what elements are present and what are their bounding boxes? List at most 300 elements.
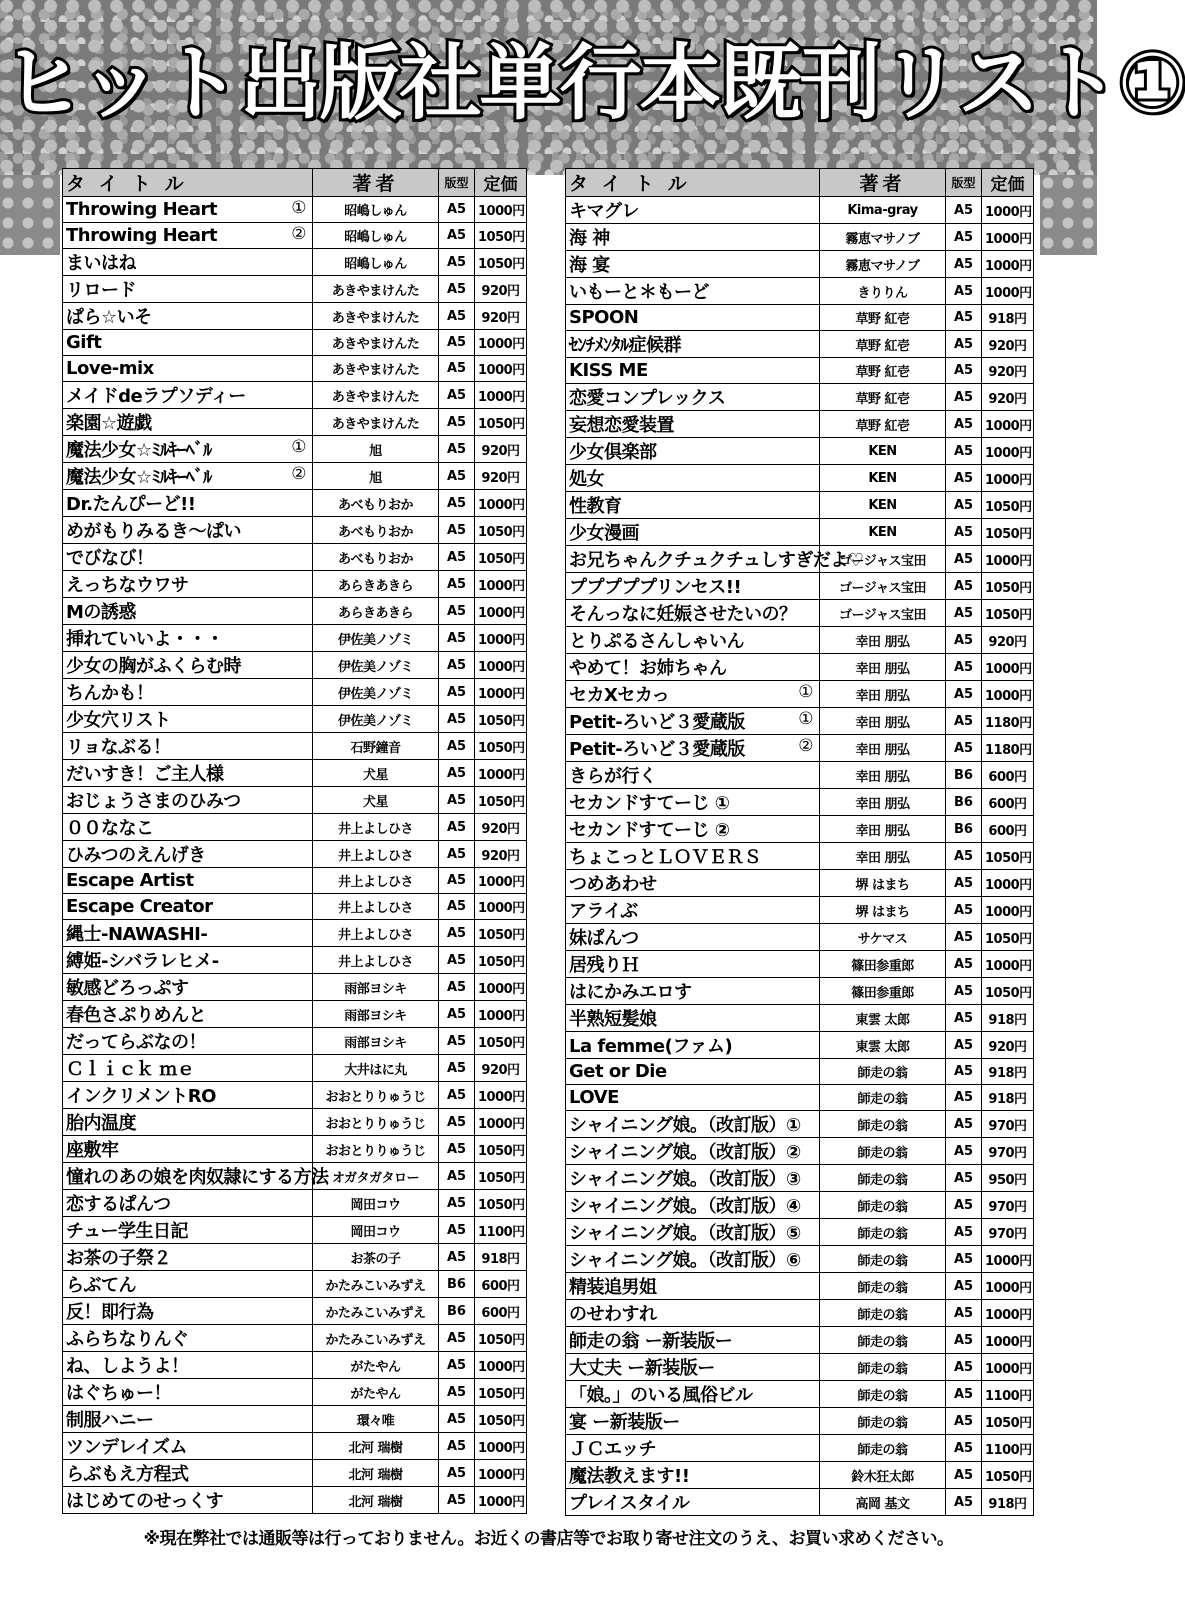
author-cell: 旭 bbox=[313, 436, 439, 463]
price-cell: 1000円 bbox=[475, 490, 527, 517]
book-title-cell bbox=[566, 627, 820, 654]
book-title-cell bbox=[63, 490, 313, 517]
book-title-cell bbox=[63, 625, 313, 652]
format-cell: B6 bbox=[946, 762, 982, 789]
format-cell: A5 bbox=[946, 1462, 982, 1489]
price-cell: 1050円 bbox=[475, 249, 527, 276]
format-cell: A5 bbox=[439, 1136, 475, 1163]
book-title: 恋するぱんつ bbox=[66, 1194, 171, 1215]
book-title-cell bbox=[63, 276, 313, 303]
price-cell: 1050円 bbox=[982, 843, 1034, 870]
author-cell: 師走の翁 bbox=[820, 1138, 946, 1165]
table-row bbox=[566, 708, 1034, 735]
book-title: シャイニング娘。（改訂版）⑥ bbox=[569, 1250, 801, 1271]
format-cell: A5 bbox=[439, 409, 475, 436]
price-cell: 1000円 bbox=[475, 1487, 527, 1514]
price-cell: 1000円 bbox=[982, 1300, 1034, 1327]
book-title: インクリメントRO bbox=[66, 1086, 216, 1107]
book-title-cell bbox=[566, 1327, 820, 1354]
book-title: Love-mix bbox=[66, 358, 154, 379]
price-cell: 1000円 bbox=[475, 382, 527, 409]
price-cell: 1100円 bbox=[982, 1381, 1034, 1408]
format-cell: A5 bbox=[946, 897, 982, 924]
format-cell: A5 bbox=[946, 1408, 982, 1435]
table-row bbox=[63, 197, 527, 223]
price-cell: 600円 bbox=[475, 1298, 527, 1325]
price-cell: 1050円 bbox=[982, 978, 1034, 1005]
book-title: ツンデレイズム bbox=[66, 1437, 188, 1458]
table-row bbox=[566, 465, 1034, 492]
price-cell: 1100円 bbox=[475, 1217, 527, 1244]
book-title-cell bbox=[63, 1055, 313, 1082]
book-title-cell bbox=[566, 735, 820, 762]
author-cell: あべもりおか bbox=[313, 544, 439, 571]
author-cell: 幸田 朋弘 bbox=[820, 627, 946, 654]
format-cell: A5 bbox=[946, 519, 982, 546]
book-title-cell bbox=[63, 1406, 313, 1433]
book-title-cell bbox=[63, 409, 313, 436]
book-title: 楽園☆遊戯 bbox=[66, 413, 152, 434]
price-cell: 600円 bbox=[982, 816, 1034, 843]
table-row bbox=[63, 356, 527, 382]
format-cell: A5 bbox=[946, 197, 982, 224]
table-row bbox=[566, 735, 1034, 762]
book-title: アライぶ bbox=[569, 901, 638, 922]
author-cell: 伊佐美ノゾミ bbox=[313, 706, 439, 733]
author-cell: 井上よしひさ bbox=[313, 814, 439, 841]
format-cell: A5 bbox=[439, 303, 475, 330]
author-cell: 霧恵マサノブ bbox=[820, 251, 946, 278]
price-cell: 920円 bbox=[475, 303, 527, 330]
book-title: ぱら☆いそ bbox=[66, 307, 152, 328]
book-title: 座敷牢 bbox=[66, 1140, 119, 1161]
format-cell: A5 bbox=[946, 331, 982, 358]
table-row bbox=[566, 816, 1034, 843]
book-title: リョなぶる！ bbox=[66, 737, 171, 758]
author-cell: おおとりりゅうじ bbox=[313, 1109, 439, 1136]
book-title-cell bbox=[566, 546, 864, 573]
book-title-cell bbox=[566, 1381, 820, 1408]
table-row bbox=[63, 1136, 527, 1163]
table-row bbox=[63, 517, 527, 544]
book-title: 少女漫画 bbox=[569, 523, 639, 544]
book-title: ちんかも！ bbox=[66, 683, 154, 704]
price-cell: 1050円 bbox=[475, 409, 527, 436]
format-cell: A5 bbox=[439, 571, 475, 598]
price-cell: 1000円 bbox=[475, 1109, 527, 1136]
table-row bbox=[566, 654, 1034, 681]
book-title: おじょうさまのひみつ bbox=[66, 791, 241, 812]
author-cell: 犬星 bbox=[313, 787, 439, 814]
book-title-cell bbox=[63, 947, 313, 974]
format-cell: A5 bbox=[439, 974, 475, 1001]
book-title-cell bbox=[63, 1487, 313, 1514]
format-cell: A5 bbox=[439, 330, 475, 356]
table-row bbox=[566, 1138, 1034, 1165]
author-cell: 幸田 朋弘 bbox=[820, 654, 946, 681]
price-cell: 1000円 bbox=[475, 974, 527, 1001]
author-cell: 鈴木狂太郎 bbox=[820, 1462, 946, 1489]
format-cell: A5 bbox=[946, 654, 982, 681]
format-cell: A5 bbox=[946, 1165, 982, 1192]
format-cell: A5 bbox=[439, 868, 475, 894]
price-cell: 1050円 bbox=[475, 706, 527, 733]
format-cell: A5 bbox=[946, 627, 982, 654]
table-row bbox=[566, 546, 1034, 573]
table-row bbox=[566, 384, 1034, 411]
book-title: シャイニング娘。（改訂版）④ bbox=[569, 1196, 801, 1217]
table-row bbox=[566, 978, 1034, 1005]
format-cell: A5 bbox=[946, 708, 982, 735]
table-row bbox=[566, 305, 1034, 331]
book-title-cell bbox=[63, 1028, 313, 1055]
author-cell: 高岡 基文 bbox=[820, 1489, 946, 1516]
book-title: そんっなに妊娠させたいの？ bbox=[569, 604, 797, 625]
format-cell: A5 bbox=[946, 492, 982, 519]
format-cell: A5 bbox=[439, 1190, 475, 1217]
price-cell: 1000円 bbox=[982, 654, 1034, 681]
table-row bbox=[566, 1273, 1034, 1300]
table-row bbox=[63, 947, 527, 974]
author-cell: 師走の翁 bbox=[820, 1219, 946, 1246]
price-cell: 1000円 bbox=[982, 1354, 1034, 1381]
author-cell: あきやまけんた bbox=[313, 276, 439, 303]
author-cell: 犬星 bbox=[313, 760, 439, 787]
table-row bbox=[63, 1406, 527, 1433]
table-row bbox=[63, 1028, 527, 1055]
format-cell: A5 bbox=[439, 598, 475, 625]
author-cell: がたやん bbox=[313, 1379, 439, 1406]
author-cell: 師走の翁 bbox=[820, 1354, 946, 1381]
format-cell: A5 bbox=[946, 681, 982, 708]
table-row bbox=[63, 625, 527, 652]
format-cell: A5 bbox=[946, 1138, 982, 1165]
book-title-cell bbox=[566, 1165, 820, 1192]
price-cell: 1050円 bbox=[475, 1163, 527, 1190]
table-row bbox=[63, 760, 527, 787]
format-cell: A5 bbox=[946, 438, 982, 465]
table-row bbox=[63, 920, 527, 947]
format-cell: A5 bbox=[439, 1433, 475, 1460]
book-title: 妄想恋愛装置 bbox=[569, 415, 674, 436]
book-title-cell bbox=[566, 1408, 820, 1435]
column-header-title: タイトル bbox=[566, 169, 820, 197]
author-cell: 環々唯 bbox=[313, 1406, 439, 1433]
book-title-cell bbox=[566, 1435, 820, 1462]
book-title: Ｃｌｉｃｋ ｍｅ bbox=[66, 1059, 195, 1080]
format-cell: A5 bbox=[946, 1489, 982, 1516]
format-cell: A5 bbox=[439, 652, 475, 679]
book-title-cell bbox=[63, 1298, 313, 1325]
volume-number: ② bbox=[291, 224, 306, 244]
format-cell: B6 bbox=[946, 789, 982, 816]
book-title: まいはね bbox=[66, 253, 136, 274]
book-title-cell bbox=[566, 331, 820, 358]
table-row bbox=[63, 1082, 527, 1109]
table-row bbox=[63, 1271, 527, 1298]
author-cell: あきやまけんた bbox=[313, 330, 439, 356]
author-cell: 昭嶋しゅん bbox=[313, 197, 439, 223]
book-title-cell bbox=[63, 544, 313, 571]
price-cell: 1000円 bbox=[982, 224, 1034, 251]
table-row bbox=[566, 278, 1034, 305]
price-cell: 1000円 bbox=[475, 197, 527, 223]
author-cell: 井上よしひさ bbox=[313, 841, 439, 868]
book-title-cell bbox=[566, 870, 820, 897]
price-cell: 1000円 bbox=[982, 465, 1034, 492]
book-title: 師走の翁 ー新装版ー bbox=[569, 1331, 733, 1352]
author-cell: 北河 瑞樹 bbox=[313, 1487, 439, 1514]
price-cell: 1000円 bbox=[982, 546, 1034, 573]
price-cell: 1050円 bbox=[982, 600, 1034, 627]
book-title-cell bbox=[566, 573, 820, 600]
price-cell: 1050円 bbox=[982, 1408, 1034, 1435]
book-title-cell bbox=[63, 894, 313, 920]
book-title-cell bbox=[63, 787, 313, 814]
price-cell: 918円 bbox=[982, 305, 1034, 331]
book-title-cell bbox=[63, 652, 313, 679]
book-title-cell bbox=[63, 1379, 313, 1406]
format-cell: B6 bbox=[439, 1298, 475, 1325]
author-cell: 井上よしひさ bbox=[313, 947, 439, 974]
author-cell: 師走の翁 bbox=[820, 1111, 946, 1138]
price-cell: 600円 bbox=[982, 762, 1034, 789]
author-cell: あべもりおか bbox=[313, 490, 439, 517]
table-row bbox=[566, 1085, 1034, 1111]
price-cell: 920円 bbox=[982, 358, 1034, 384]
table-row bbox=[566, 1246, 1034, 1273]
book-title-cell bbox=[566, 224, 820, 251]
price-cell: 1000円 bbox=[475, 760, 527, 787]
book-title: Get or Die bbox=[569, 1061, 667, 1082]
table-row bbox=[63, 1217, 527, 1244]
format-cell: A5 bbox=[946, 1192, 982, 1219]
table-row bbox=[63, 1325, 527, 1352]
format-cell: A5 bbox=[439, 197, 475, 223]
format-cell: A5 bbox=[439, 1244, 475, 1271]
book-title: Mの誘惑 bbox=[66, 602, 136, 623]
book-title-cell bbox=[566, 1462, 820, 1489]
table-row bbox=[63, 814, 527, 841]
format-cell: A5 bbox=[946, 305, 982, 331]
price-cell: 920円 bbox=[475, 463, 527, 490]
book-title-cell bbox=[566, 1246, 820, 1273]
table-row bbox=[63, 303, 527, 330]
book-title-cell bbox=[566, 1085, 820, 1111]
book-title: ｾﾝﾁﾒﾝﾀﾙ症候群 bbox=[569, 335, 681, 356]
format-cell: A5 bbox=[439, 787, 475, 814]
book-title: チュー学生日記 bbox=[66, 1221, 188, 1242]
book-title: 縛姫-シバラレヒメ- bbox=[66, 951, 219, 972]
format-cell: A5 bbox=[439, 1325, 475, 1352]
book-title: 胎内温度 bbox=[66, 1113, 136, 1134]
author-cell: おおとりりゅうじ bbox=[313, 1136, 439, 1163]
footer-notice: ※現在弊社では通販等は行っておりません。お近くの書店等でお取り寄せ注文のうえ、お買い求めください。 bbox=[143, 1529, 954, 1549]
price-cell: 1050円 bbox=[475, 920, 527, 947]
book-title: 敏感どろっぷす bbox=[66, 978, 189, 999]
book-title-cell bbox=[63, 1433, 313, 1460]
book-title-cell bbox=[63, 197, 313, 223]
book-title-cell bbox=[63, 1163, 329, 1190]
author-cell: あべもりおか bbox=[313, 517, 439, 544]
format-cell: A5 bbox=[946, 924, 982, 951]
table-row bbox=[63, 1190, 527, 1217]
price-cell: 1000円 bbox=[475, 1352, 527, 1379]
table-row bbox=[63, 652, 527, 679]
price-cell: 1050円 bbox=[475, 787, 527, 814]
table-row bbox=[566, 600, 1034, 627]
book-title-cell bbox=[63, 249, 313, 276]
table-row bbox=[566, 924, 1034, 951]
price-cell: 1000円 bbox=[475, 571, 527, 598]
price-cell: 1050円 bbox=[475, 1028, 527, 1055]
book-title-cell bbox=[63, 841, 313, 868]
volume-number: ① bbox=[291, 437, 306, 457]
book-title-cell bbox=[566, 897, 820, 924]
book-title: ００ななこ bbox=[66, 818, 154, 839]
price-cell: 1000円 bbox=[982, 411, 1034, 438]
book-title: つめあわせ bbox=[569, 874, 657, 895]
book-title: ＪＣエッチ bbox=[569, 1439, 657, 1460]
book-title: キマグレ bbox=[569, 201, 639, 222]
author-cell: 師走の翁 bbox=[820, 1435, 946, 1462]
book-title: Escape Creator bbox=[66, 896, 213, 917]
format-cell: A5 bbox=[439, 1109, 475, 1136]
book-title: 居残りＨ bbox=[569, 955, 639, 976]
price-cell: 1050円 bbox=[982, 573, 1034, 600]
book-title: でびなび！ bbox=[66, 548, 154, 569]
book-title-cell bbox=[63, 356, 313, 382]
book-title-cell bbox=[566, 1273, 820, 1300]
table-row bbox=[63, 436, 527, 463]
book-title: らぶてん bbox=[66, 1275, 136, 1296]
table-row bbox=[63, 1352, 527, 1379]
format-cell: A5 bbox=[439, 1001, 475, 1028]
author-cell: 師走の翁 bbox=[820, 1327, 946, 1354]
book-title-cell bbox=[63, 706, 313, 733]
book-title-cell bbox=[63, 1109, 313, 1136]
author-cell: 雨部ヨシキ bbox=[313, 1001, 439, 1028]
format-cell: B6 bbox=[946, 816, 982, 843]
price-cell: 1000円 bbox=[475, 330, 527, 356]
author-cell: 師走の翁 bbox=[820, 1085, 946, 1111]
table-row bbox=[566, 843, 1034, 870]
author-cell: 伊佐美ノゾミ bbox=[313, 625, 439, 652]
author-cell: 師走の翁 bbox=[820, 1381, 946, 1408]
author-cell: 幸田 朋弘 bbox=[820, 843, 946, 870]
table-row bbox=[566, 1192, 1034, 1219]
table-row bbox=[566, 681, 1034, 708]
price-cell: 1050円 bbox=[475, 733, 527, 760]
book-title: 魔法少女☆ﾐﾙｷｰﾍﾞﾙ bbox=[66, 467, 212, 488]
book-title-cell bbox=[566, 600, 820, 627]
author-cell: 井上よしひさ bbox=[313, 868, 439, 894]
table-row bbox=[566, 1408, 1034, 1435]
table-row bbox=[63, 1001, 527, 1028]
format-cell: A5 bbox=[946, 1354, 982, 1381]
book-title: ね、しようよ！ bbox=[66, 1356, 189, 1377]
book-title-cell bbox=[63, 571, 313, 598]
table-row bbox=[566, 762, 1034, 789]
table-row bbox=[566, 627, 1034, 654]
price-cell: 1050円 bbox=[982, 492, 1034, 519]
price-cell: 1000円 bbox=[475, 679, 527, 706]
book-title-cell bbox=[63, 463, 313, 490]
book-title-cell bbox=[566, 1059, 820, 1085]
author-cell: 幸田 朋弘 bbox=[820, 708, 946, 735]
format-cell: A5 bbox=[946, 1085, 982, 1111]
book-title: Escape Artist bbox=[66, 870, 194, 891]
book-title: シャイニング娘。（改訂版）⑤ bbox=[569, 1223, 801, 1244]
book-title-cell bbox=[566, 519, 820, 546]
book-title-cell bbox=[566, 1032, 820, 1059]
format-cell: A5 bbox=[439, 249, 475, 276]
table-row bbox=[566, 224, 1034, 251]
price-cell: 920円 bbox=[475, 814, 527, 841]
format-cell: A5 bbox=[946, 278, 982, 305]
price-cell: 920円 bbox=[982, 331, 1034, 358]
price-cell: 970円 bbox=[982, 1192, 1034, 1219]
price-cell: 1050円 bbox=[475, 1406, 527, 1433]
format-cell: A5 bbox=[946, 870, 982, 897]
table-row bbox=[63, 1055, 527, 1082]
author-cell: 師走の翁 bbox=[820, 1059, 946, 1085]
book-title: 妹ぱんつ bbox=[569, 928, 639, 949]
table-row bbox=[566, 573, 1034, 600]
book-title-cell bbox=[566, 438, 820, 465]
format-cell: A5 bbox=[946, 843, 982, 870]
price-cell: 1000円 bbox=[982, 197, 1034, 224]
author-cell: 草野 紅壱 bbox=[820, 384, 946, 411]
book-title-cell bbox=[566, 411, 820, 438]
author-cell: 昭嶋しゅん bbox=[313, 249, 439, 276]
author-cell: 石野鐘音 bbox=[313, 733, 439, 760]
price-cell: 920円 bbox=[982, 1032, 1034, 1059]
author-cell: 篠田参重郎 bbox=[820, 951, 946, 978]
book-title: 反！即行為 bbox=[66, 1302, 154, 1323]
format-cell: A5 bbox=[946, 465, 982, 492]
book-title-cell bbox=[566, 305, 820, 331]
book-title: らぶもえ方程式 bbox=[66, 1464, 189, 1485]
table-row bbox=[63, 679, 527, 706]
format-cell: A5 bbox=[946, 384, 982, 411]
table-row bbox=[63, 1298, 527, 1325]
format-cell: A5 bbox=[439, 894, 475, 920]
price-cell: 970円 bbox=[982, 1138, 1034, 1165]
book-title: 制服ハニー bbox=[66, 1410, 154, 1431]
author-cell: 篠田参重郎 bbox=[820, 978, 946, 1005]
book-title: 縄士-NAWASHI- bbox=[66, 924, 208, 945]
book-title: だいすき！ご主人様 bbox=[66, 764, 224, 785]
table-row bbox=[566, 358, 1034, 384]
price-cell: 1000円 bbox=[982, 897, 1034, 924]
author-cell: 昭嶋しゅん bbox=[313, 223, 439, 249]
table-row bbox=[566, 1354, 1034, 1381]
price-cell: 1000円 bbox=[475, 1433, 527, 1460]
table-row bbox=[566, 411, 1034, 438]
book-title-cell bbox=[566, 1111, 820, 1138]
price-cell: 1180円 bbox=[982, 708, 1034, 735]
column-header-format: 版型 bbox=[946, 169, 982, 197]
table-row bbox=[566, 1489, 1034, 1516]
format-cell: A5 bbox=[439, 1028, 475, 1055]
price-cell: 1000円 bbox=[982, 1273, 1034, 1300]
table-row bbox=[566, 1111, 1034, 1138]
format-cell: A5 bbox=[946, 1246, 982, 1273]
table-row bbox=[566, 1219, 1034, 1246]
book-title: プププププリンセス!! bbox=[569, 577, 742, 598]
price-cell: 1000円 bbox=[982, 1327, 1034, 1354]
